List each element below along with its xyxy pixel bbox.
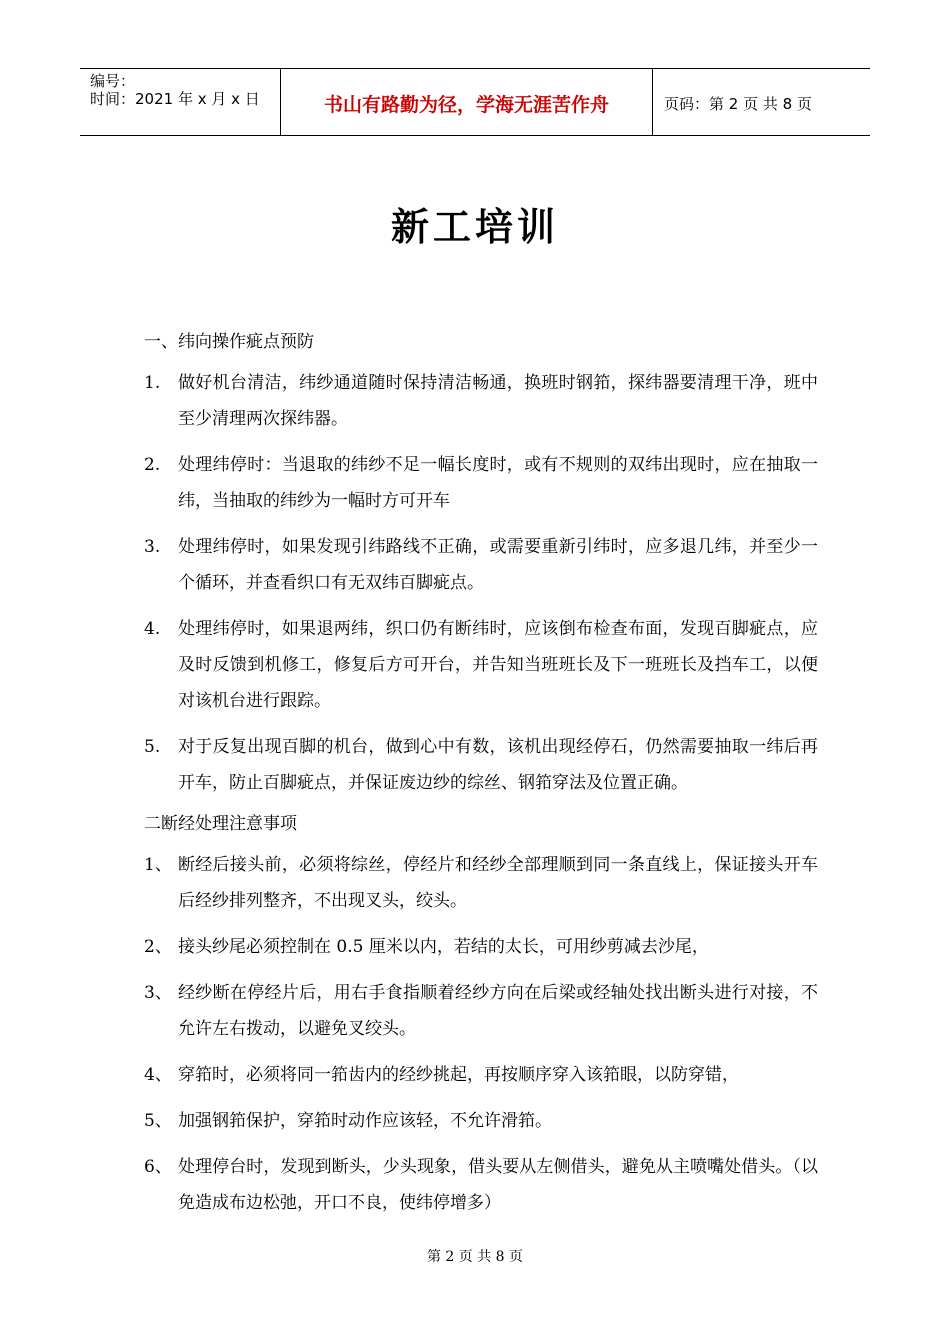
list-item: [144, 529, 824, 601]
document-body: [144, 329, 824, 1231]
header-meta: [80, 69, 281, 135]
document-time-label: 时间：2021 年 x 月 x 日: [90, 90, 260, 108]
list-item-number: 6、: [144, 1157, 172, 1177]
document-number-label: 编号：: [90, 72, 136, 90]
list-item: [144, 1149, 824, 1221]
list-item-text: 穿筘时，必须将同一筘齿内的经纱挑起，再按顺序穿入该筘眼，以防穿错，: [178, 1065, 739, 1085]
section-heading-warp: 二断经处理注意事项: [144, 814, 297, 834]
list-item-number: 3、: [144, 983, 172, 1003]
list-item: [144, 975, 824, 1047]
list-item-number: 5、: [144, 1111, 172, 1131]
list-item-number: 3.: [144, 537, 161, 557]
list-item-number: 2、: [144, 937, 172, 957]
list-item-text: 接头纱尾必须控制在 0.5 厘米以内，若结的太长，可用纱剪减去沙尾，: [178, 937, 709, 957]
list-item-number: 4、: [144, 1065, 172, 1085]
list-item: [144, 929, 824, 965]
list-item-number: 4.: [144, 619, 161, 639]
list-item: [144, 365, 824, 437]
list-item: [144, 447, 824, 519]
list-item: [144, 729, 824, 801]
list-item: [144, 847, 824, 919]
list-item: [144, 1057, 824, 1093]
list-item-number: 1.: [144, 373, 161, 393]
section-heading-weft: 一、纬向操作疵点预防: [144, 332, 314, 352]
list-item-text: 加强钢筘保护，穿筘时动作应该轻，不允许滑筘。: [178, 1111, 552, 1131]
list-item-text: 处理停台时，发现到断头，少头现象，借头要从左侧借头，避免从主喷嘴处借头。（以免造成布边松弛，开口不良，使纬停增多）: [178, 1157, 818, 1213]
list-item-text: 断经后接头前，必须将综丝，停经片和经纱全部理顺到同一条直线上，保证接头开车后经纱排列整齐，不出现叉头，绞头。: [178, 855, 818, 911]
list-item-text: 处理纬停时：当退取的纬纱不足一幅长度时，或有不规则的双纬出现时，应在抽取一纬，当抽取的纬纱为一幅时方可开车: [178, 455, 818, 511]
list-item-number: 2.: [144, 455, 161, 475]
list-item-text: 经纱断在停经片后，用右手食指顺着经纱方向在后梁或经轴处找出断头进行对接，不允许左右拨动，以避免叉绞头。: [178, 983, 818, 1039]
list-item-number: 1、: [144, 855, 172, 875]
list-item-text: 对于反复出现百脚的机台，做到心中有数，该机出现经停石，仍然需要抽取一纬后再开车，防止百脚疵点，并保证废边纱的综丝、钢筘穿法及位置正确。: [178, 737, 818, 793]
document-title: 新工培训: [390, 204, 559, 249]
page-footer: 第 2 页 共 8 页: [426, 1249, 524, 1265]
list-item: [144, 1103, 824, 1139]
list-item-text: 处理纬停时，如果退两纬，织口仍有断纬时，应该倒布检查布面，发现百脚疵点，应及时反馈到机修工，修复后方可开台，并告知当班班长及下一班班长及挡车工，以便对该机台进行跟踪。: [178, 619, 818, 711]
page-header: [80, 68, 870, 136]
list-item: [144, 611, 824, 719]
header-motto: 书山有路勤为径，学海无涯苦作舟: [281, 69, 653, 135]
list-item-text: 做好机台清洁，纬纱通道随时保持清洁畅通，换班时钢筘，探纬器要清理干净，班中至少清理两次探纬器。: [178, 373, 818, 429]
header-page-info: 页码：第 2 页 共 8 页: [664, 94, 812, 113]
list-item-number: 5.: [144, 737, 161, 757]
list-item-text: 处理纬停时，如果发现引纬路线不正确，或需要重新引纬时，应多退几纬，并至少一个循环，并查看织口有无双纬百脚疵点。: [178, 537, 818, 593]
